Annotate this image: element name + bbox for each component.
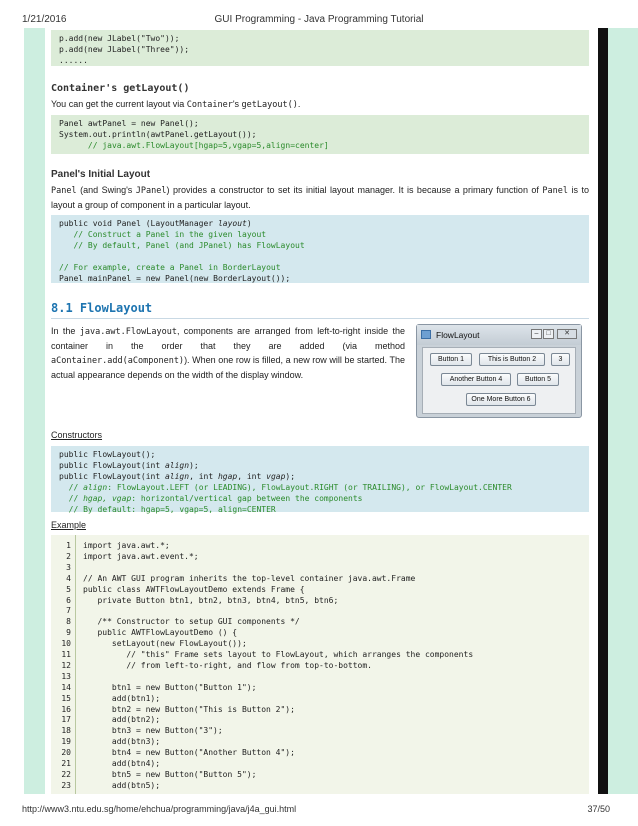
code-line: add(btn2); — [83, 715, 161, 725]
code-line: p.add(new JLabel("Three")); — [59, 45, 190, 54]
code-blank — [59, 251, 581, 262]
code-line: btn2 = new Button("This is Button 2"); — [83, 704, 295, 714]
line-number: 18 — [61, 726, 71, 736]
code-line: Panel mainPanel = new Panel(new BorderLayout()); — [59, 274, 291, 283]
right-margin-band — [608, 28, 638, 794]
heading-text: 's getLayout() — [105, 83, 190, 94]
line-number: 8 — [66, 617, 71, 627]
code-line: System.out.println(awtPanel.getLayout()); — [59, 130, 257, 139]
code-comment: // By default: hgap=5, vgap=5, align=CENTER — [59, 505, 276, 514]
line-number: 17 — [61, 715, 71, 725]
example-code-listing — [51, 535, 589, 794]
line-number: 6 — [66, 595, 71, 605]
code-comment: // hgap, vgap: horizontal/vertical gap between the components — [59, 494, 363, 503]
line-number: 10 — [61, 639, 71, 649]
code-line: private Button btn1, btn2, btn3, btn4, btn5, btn6; — [83, 595, 339, 605]
code-line: /** Constructor to setup GUI components */ — [83, 617, 300, 627]
left-margin-band — [24, 28, 45, 794]
minimize-icon: – — [531, 329, 542, 339]
code-comment: // java.awt.FlowLayout[hgap=5,vgap=5,align=center] — [59, 141, 329, 150]
code-comment: // By default, Panel (and JPanel) has FlowLayout — [59, 241, 305, 250]
code-block-getlayout — [51, 115, 589, 154]
maximize-icon: □ — [543, 329, 554, 339]
line-number: 12 — [61, 660, 71, 670]
code-comment: // align: FlowLayout.LEFT (or LEADING), FlowLayout.RIGHT (or TRAILING), or FlowLayout.CENTER — [59, 483, 512, 492]
line-number: 1 — [66, 541, 71, 550]
code-block-top — [51, 30, 589, 66]
code-line: btn3 = new Button("3"); — [83, 726, 223, 736]
java-app-icon — [421, 330, 431, 339]
line-number: 20 — [61, 748, 71, 758]
page-url: http://www3.ntu.edu.sg/home/ehchua/programming/java/j4a_gui.html — [22, 804, 297, 814]
print-date: 1/21/2016 — [22, 14, 67, 25]
line-number: 5 — [66, 584, 71, 594]
button-1: Button 1 — [430, 353, 472, 366]
window-content — [422, 347, 576, 414]
flowlayout-window-screenshot — [416, 324, 582, 418]
code-comment: // Construct a Panel in the given layout — [59, 230, 267, 239]
code-line: btn5 = new Button("Button 5"); — [83, 769, 257, 779]
line-number: 7 — [66, 606, 71, 616]
getlayout-heading — [51, 83, 189, 94]
line-number: 13 — [61, 671, 71, 681]
line-number: 15 — [61, 693, 71, 703]
line-number: 19 — [61, 737, 71, 747]
code-block-constructors — [51, 446, 589, 512]
getlayout-paragraph: You can get the current layout via Container's getLayout(). — [51, 99, 301, 110]
line-number: 23 — [61, 780, 71, 790]
window-title: FlowLayout — [436, 330, 480, 340]
flowlayout-paragraph: In the java.awt.FlowLayout, components are arranged from left-to-right inside the container in the order that they are added (via method aContainer.add(aComponent)). When one row is filled, a new row will be started. The actual appearance depends on the width of the display window. — [51, 326, 405, 380]
line-number: 2 — [66, 551, 71, 561]
constructors-label: Constructors — [51, 430, 103, 440]
code-line: Panel awtPanel = new Panel(); — [59, 119, 199, 128]
code-line: ...... — [59, 56, 88, 65]
line-number: 14 — [61, 682, 71, 692]
code-line: import java.awt.event.*; — [83, 551, 199, 561]
code-line: public AWTFlowLayoutDemo () { — [83, 628, 238, 638]
code-line: // An AWT GUI program inherits the top-level container java.awt.Frame — [83, 573, 416, 583]
heading-code: Container — [51, 83, 106, 94]
code-block-panel — [51, 215, 589, 283]
line-number: 16 — [61, 704, 71, 714]
line-number: 3 — [66, 562, 71, 572]
close-icon: ✕ — [557, 329, 577, 339]
line-number: 22 — [61, 769, 71, 779]
code-line: public class AWTFlowLayoutDemo extends Frame { — [83, 584, 305, 594]
section-heading-flowlayout: 8.1 FlowLayout — [51, 301, 589, 319]
line-number: 21 — [61, 759, 71, 768]
code-line: add(btn1); — [83, 693, 161, 703]
code-line: add(btn4); — [83, 759, 161, 768]
window-titlebar — [417, 325, 581, 345]
code-line: // "this" Frame sets layout to FlowLayout, which arranges the components — [83, 650, 474, 659]
example-label: Example — [51, 520, 87, 530]
initial-layout-paragraph: Panel (and Swing's JPanel) provides a constructor to set its initial layout manager. It is because a primary function of Panel is to layout a group of component in a particular layout. — [51, 185, 589, 210]
code-line: p.add(new JLabel("Two")); — [59, 34, 180, 43]
button-6: One More Button 6 — [466, 393, 536, 406]
document-title: GUI Programming - Java Programming Tutorial — [214, 14, 424, 25]
code-line: public FlowLayout(int align); — [59, 461, 199, 470]
code-line: public FlowLayout(int align, int hgap, int vgap); — [59, 472, 296, 481]
line-number: 11 — [61, 650, 71, 659]
line-number: 9 — [66, 628, 71, 638]
code-line: add(btn5); — [83, 780, 161, 790]
code-line: setLayout(new FlowLayout()); — [83, 639, 247, 649]
button-2: This is Button 2 — [479, 353, 545, 366]
code-line: btn1 = new Button("Button 1"); — [83, 682, 257, 692]
code-line: btn4 = new Button("Another Button 4"); — [83, 748, 295, 758]
code-line: // from left-to-right, and flow from top-to-bottom. — [83, 660, 372, 670]
code-comment: // For example, create a Panel in BorderLayout — [59, 263, 281, 272]
button-4: Another Button 4 — [441, 373, 511, 386]
initial-layout-heading: Panel's Initial Layout — [51, 169, 151, 180]
button-3: 3 — [551, 353, 570, 366]
code-line: public FlowLayout(); — [59, 450, 156, 459]
button-5: Button 5 — [517, 373, 559, 386]
page-scrollbar[interactable] — [598, 28, 608, 794]
code-line: public void Panel (LayoutManager layout) — [59, 219, 252, 228]
line-number: 4 — [66, 573, 71, 583]
code-line: import java.awt.*; — [83, 541, 170, 550]
page-number: 37/50 — [587, 804, 610, 814]
code-line: add(btn3); — [83, 737, 161, 747]
